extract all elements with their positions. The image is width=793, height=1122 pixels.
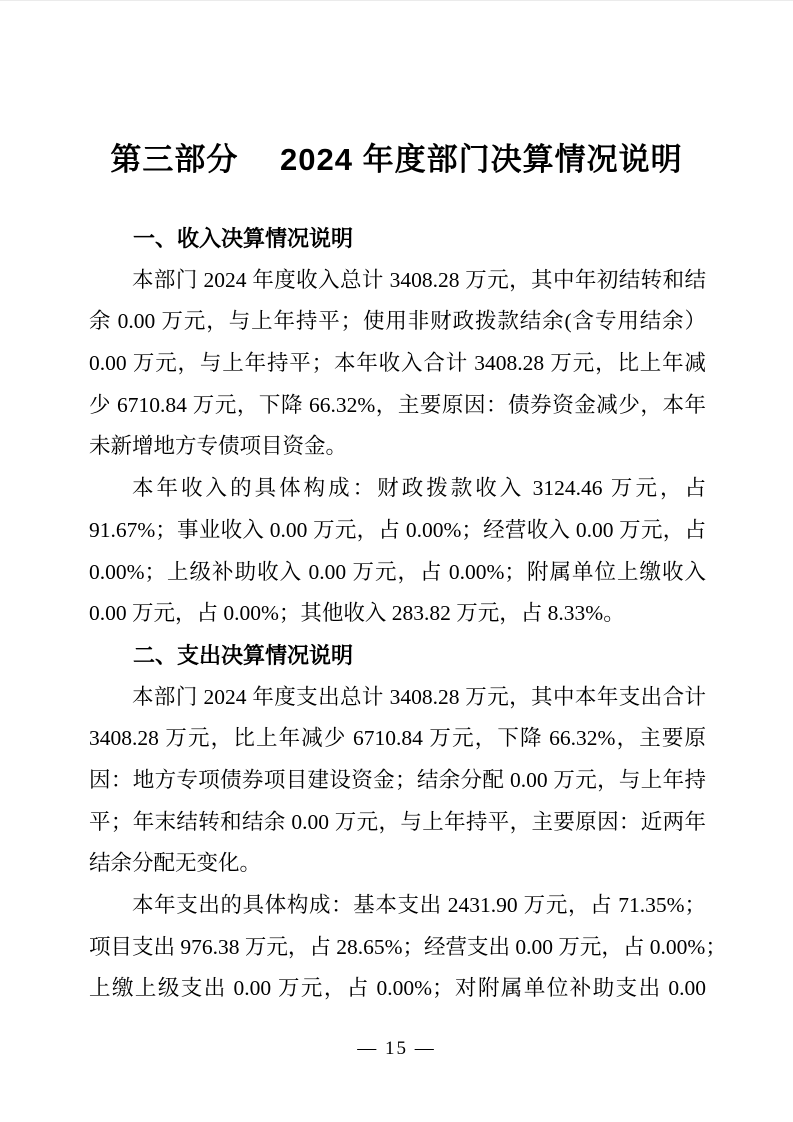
- text-line: 结余分配无变化。: [89, 851, 262, 876]
- document-body: [89, 218, 727, 1010]
- text-line: 未新增地方专债项目资金。: [89, 434, 348, 459]
- text-line: 上缴上级支出 0.00 万元，占 0.00%；对附属单位补助支出 0.00: [89, 976, 706, 1001]
- text-line: 3408.28 万元，比上年减少 6710.84 万元，下降 66.32%，主要原: [89, 726, 706, 751]
- section-heading: 一、收入决算情况说明: [133, 226, 354, 251]
- text-line: 少 6710.84 万元，下降 66.32%，主要原因：债券资金减少，本年: [89, 392, 706, 417]
- text-line: 本年支出的具体构成：基本支出 2431.90 万元，占 71.35%；: [132, 893, 706, 917]
- text-line: 平；年末结转和结余 0.00 万元，与上年持平，主要原因：近两年: [89, 809, 706, 834]
- section-heading: 二、支出决算情况说明: [133, 642, 354, 668]
- text-line: 0.00%；上级补助收入 0.00 万元，占 0.00%；附属单位上缴收入: [89, 559, 706, 584]
- page-number: — 15 —: [357, 1038, 436, 1059]
- text-line: 91.67%；事业收入 0.00 万元，占 0.00%；经营收入 0.00 万元，占: [89, 517, 706, 542]
- page-title: 第三部分 2024 年度部门决算情况说明: [110, 142, 683, 177]
- text-line: 项目支出 976.38 万元，占 28.65%；经营支出 0.00 万元，占 0.00%；: [89, 934, 727, 959]
- text-line: 本部门 2024 年度支出总计 3408.28 万元，其中本年支出合计: [132, 684, 706, 709]
- text-line: 余 0.00 万元，与上年持平；使用非财政拨款结余(含专用结余）: [89, 309, 706, 334]
- text-line: 0.00 万元，与上年持平；本年收入合计 3408.28 万元，比上年减: [89, 351, 706, 376]
- text-line: 0.00 万元，占 0.00%；其他收入 283.82 万元，占 8.33%。: [89, 601, 625, 626]
- text-line: 本年收入的具体构成：财政拨款收入 3124.46 万元，占: [132, 476, 706, 501]
- text-line: 本部门 2024 年度收入总计 3408.28 万元，其中年初结转和结: [132, 267, 706, 292]
- text-line: 因：地方专项债券项目建设资金；结余分配 0.00 万元，与上年持: [89, 767, 706, 792]
